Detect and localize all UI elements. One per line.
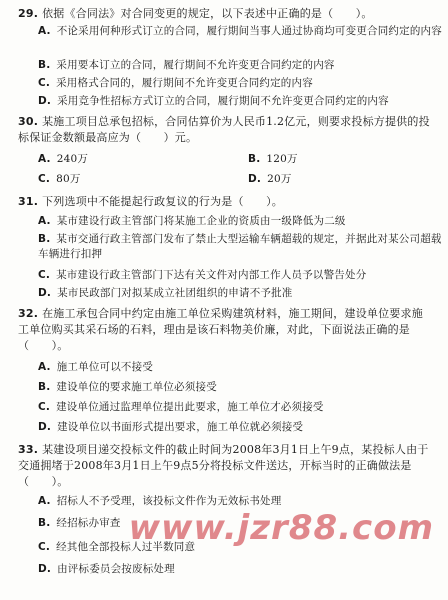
option-label: C. bbox=[38, 173, 51, 185]
question-number: 32. bbox=[18, 307, 39, 320]
option-label: C. bbox=[38, 269, 51, 281]
option-label: A. bbox=[38, 153, 51, 165]
option-label: C. bbox=[38, 401, 51, 413]
option-a bbox=[38, 214, 346, 229]
option-c bbox=[38, 76, 313, 91]
option-label: A. bbox=[38, 25, 51, 37]
option-text: 120万 bbox=[266, 153, 298, 165]
question-stem bbox=[18, 306, 432, 354]
option-c bbox=[38, 268, 366, 283]
question-stem bbox=[18, 6, 432, 22]
option-text: 不论采用何种形式订立的合同，履行期间当事人通过协商均可变更合同约定的内容 bbox=[56, 25, 442, 37]
option-text: 建设单位的要求施工单位必须接受 bbox=[56, 381, 217, 393]
option-d bbox=[38, 420, 303, 435]
option-text: 建设单位通过监理单位提出此要求，施工单位才必须接受 bbox=[56, 401, 324, 413]
question-stem bbox=[18, 194, 432, 210]
option-text: 经其他全部投标人过半数同意 bbox=[56, 541, 196, 553]
option-b bbox=[38, 380, 217, 395]
question-number: 31. bbox=[18, 195, 39, 208]
question-text: 依据《合同法》对合同变更的规定，以下表述中正确的是（ ）。 bbox=[42, 7, 373, 20]
option-d bbox=[248, 172, 292, 187]
option-text: 采用要本订立的合同，履行期间不允许变更合同约定的内容 bbox=[56, 59, 335, 71]
option-label: D. bbox=[38, 95, 52, 107]
option-label: D. bbox=[38, 287, 52, 299]
option-label: D. bbox=[38, 421, 52, 433]
option-label: D. bbox=[38, 563, 52, 575]
option-text: 建设单位以书面形式提出要求，施工单位就必须接受 bbox=[57, 421, 304, 433]
option-c bbox=[38, 172, 81, 187]
question-text: 某建设项目递交投标文件的截止时间为2008年3月1日上午9点，某投标人由于交通拥堵于2008年3月1日上午9点5分将投标文件送达，开标当时的正确做法是（ ）。 bbox=[18, 443, 429, 488]
option-label: B. bbox=[38, 381, 51, 393]
option-b bbox=[38, 58, 335, 73]
question-text: 在施工承包合同中约定由施工单位采购建筑材料，施工期间，建设单位要求施工单位购买其采石场的石料，理由是该石料物美价廉，对此，下面说法正确的是（ ）。 bbox=[18, 307, 423, 352]
option-text: 采用竞争性招标方式订立的合同，履行期间不允许变更合同约定的内容 bbox=[57, 95, 389, 107]
option-label: C. bbox=[38, 77, 51, 89]
option-b bbox=[248, 152, 298, 167]
question-number: 29. bbox=[18, 7, 39, 20]
option-label: C. bbox=[38, 541, 51, 553]
option-label: B. bbox=[38, 517, 51, 529]
question-number: 30. bbox=[18, 115, 39, 128]
option-label: B. bbox=[248, 153, 261, 165]
question-stem bbox=[18, 442, 432, 490]
option-a bbox=[38, 152, 88, 167]
option-c bbox=[38, 400, 324, 415]
option-text: 经招标办审查 bbox=[56, 517, 121, 529]
question-stem bbox=[18, 114, 432, 146]
option-text: 某市建设行政主管部门将某施工企业的资质由一级降低为二级 bbox=[56, 215, 346, 227]
option-text: 施工单位可以不接受 bbox=[56, 361, 154, 373]
option-a bbox=[38, 360, 153, 375]
option-text: 240万 bbox=[56, 153, 89, 165]
option-text: 20万 bbox=[267, 173, 292, 185]
option-label: D. bbox=[248, 173, 262, 185]
option-a bbox=[38, 24, 442, 39]
option-text: 由评标委员会按废标处理 bbox=[57, 563, 175, 575]
option-label: B. bbox=[38, 233, 51, 245]
option-label: A. bbox=[38, 495, 51, 507]
option-text: 某市建设行政主管部门下达有关文件对内部工作人员予以警告处分 bbox=[56, 269, 367, 281]
option-text: 招标人不予受理，该投标文件作为无效标书处理 bbox=[56, 495, 282, 507]
option-label: B. bbox=[38, 59, 51, 71]
option-d bbox=[38, 94, 389, 109]
option-text: 某市民政部门对拟某成立社团组织的申请不予批准 bbox=[57, 287, 293, 299]
watermark-logo: www.jzr88.com bbox=[128, 508, 434, 548]
option-b bbox=[38, 232, 442, 262]
option-label: A. bbox=[38, 361, 51, 373]
option-label: A. bbox=[38, 215, 51, 227]
option-text: 80万 bbox=[56, 173, 81, 185]
option-b bbox=[38, 516, 121, 531]
option-text: 某市交通行政主管部门发布了禁止大型运输车辆超载的规定，并据此对某公司超载车辆进行扣押 bbox=[38, 233, 442, 260]
option-d bbox=[38, 562, 175, 577]
question-text: 某施工项目总承包招标，合同估算价为人民币1.2亿元，则要求投标方提供的投标保证金数额最高应为（ ）元。 bbox=[18, 115, 430, 144]
option-a bbox=[38, 494, 281, 509]
option-d bbox=[38, 286, 293, 301]
option-text: 采用格式合同的，履行期间不允许变更合同约定的内容 bbox=[56, 77, 313, 89]
question-number: 33. bbox=[18, 443, 39, 456]
question-text: 下列选项中不能提起行政复议的行为是（ ）。 bbox=[42, 195, 283, 208]
